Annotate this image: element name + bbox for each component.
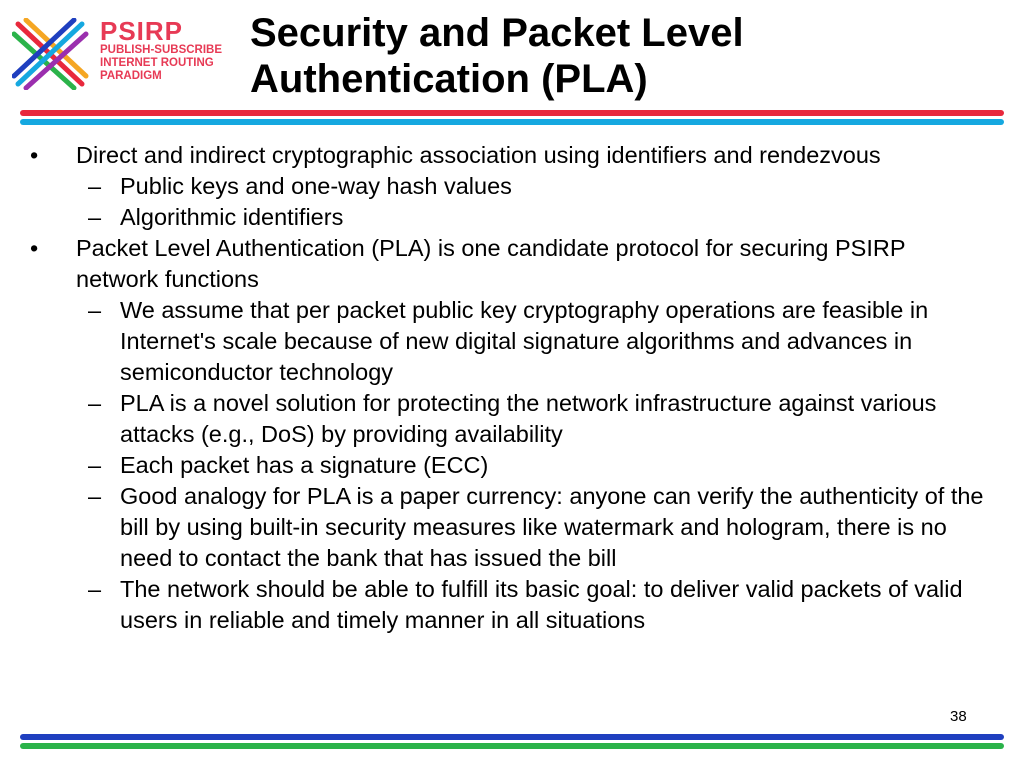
bottom-divider-stripes <box>20 734 1004 752</box>
sub-bullet-item <box>30 450 990 481</box>
slide-body <box>30 140 990 636</box>
bottom-blue-stripe <box>20 734 1004 740</box>
slide-title-line-2: Authentication (PLA) <box>250 57 648 101</box>
dash-marker: – <box>88 297 102 323</box>
logo-text <box>100 18 222 83</box>
bullet-text: Packet Level Authentication (PLA) is one candidate protocol for securing PSIRP network functions <box>76 235 906 292</box>
sub-bullet-item <box>30 295 990 388</box>
sub-bullet-text: Good analogy for PLA is a paper currency: anyone can verify the authenticity of the bill by using built-in security measures like watermark and hologram, there is no need to contact the bank that has issued the bill <box>120 483 984 571</box>
dash-marker: – <box>88 483 102 509</box>
dash-marker: – <box>88 452 102 478</box>
dash-marker: – <box>88 204 102 230</box>
bullet-marker: • <box>30 142 39 168</box>
slide-title <box>250 10 744 102</box>
page-number: 38 <box>950 708 967 725</box>
bullet-item <box>30 140 990 171</box>
sub-bullet-text: Public keys and one-way hash values <box>120 173 512 199</box>
top-cyan-stripe <box>20 119 1004 125</box>
slide-title-line-1: Security and Packet Level <box>250 11 744 55</box>
psirp-logo-mark-icon <box>12 18 90 90</box>
sub-bullet-item <box>30 481 990 574</box>
bottom-green-stripe <box>20 743 1004 749</box>
logo-name: PSIRP <box>100 16 184 46</box>
bullet-marker: • <box>30 235 39 261</box>
sub-bullet-item <box>30 574 990 636</box>
sub-bullet-text: Algorithmic identifiers <box>120 204 344 230</box>
logo-tagline-3: PARADIGM <box>100 70 162 82</box>
sub-bullet-item <box>30 202 990 233</box>
dash-marker: – <box>88 173 102 199</box>
psirp-logo <box>12 18 232 90</box>
sub-bullet-item <box>30 388 990 450</box>
top-divider-stripes <box>20 110 1004 128</box>
dash-marker: – <box>88 576 102 602</box>
logo-tagline-2: INTERNET ROUTING <box>100 57 214 69</box>
sub-bullet-text: Each packet has a signature (ECC) <box>120 452 489 478</box>
sub-bullet-text: PLA is a novel solution for protecting the network infrastructure against various attacks (e.g., DoS) by providing availability <box>120 390 937 447</box>
sub-bullet-text: The network should be able to fulfill its basic goal: to deliver valid packets of valid users in reliable and timely manner in all situations <box>120 576 963 633</box>
bullet-item <box>30 233 990 295</box>
top-red-stripe <box>20 110 1004 116</box>
bullet-text: Direct and indirect cryptographic association using identifiers and rendezvous <box>76 142 881 168</box>
sub-bullet-item <box>30 171 990 202</box>
logo-tagline-1: PUBLISH-SUBSCRIBE <box>100 44 223 56</box>
sub-bullet-text: We assume that per packet public key cryptography operations are feasible in Internet's scale because of new digital signature algorithms and advances in semiconductor technology <box>120 297 929 385</box>
dash-marker: – <box>88 390 102 416</box>
